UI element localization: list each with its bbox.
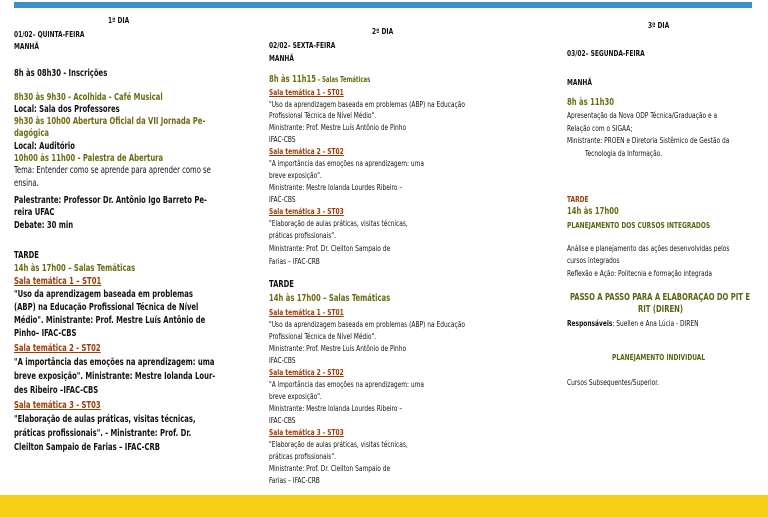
day1-room2-l3: des Ribeiro –IFAC-CBS xyxy=(14,385,99,396)
day2-m-room1: Sala temática 1 - ST01 xyxy=(269,88,344,97)
day1-room1-l1: "Uso da aprendizagem baseada em problemas xyxy=(14,289,193,300)
bottom-accent-bar xyxy=(0,495,768,517)
day1-room3: Sala temática 3 - ST03 xyxy=(14,400,101,411)
day1-welcome-place: Local: Sala dos Professores xyxy=(14,104,120,115)
day2-t-room3-l3: Ministrante: Prof. Dr. Cleilton Sampaio de xyxy=(269,464,391,473)
day2-m-room3-l3: Ministrante: Prof. Dr. Cleilton Sampaio de xyxy=(269,244,391,253)
day1-rooms: 14h às 17h00 – Salas Temáticas xyxy=(14,263,136,274)
day2-afternoon: TARDE xyxy=(269,279,294,290)
day3-afternoon-time: 14h às 17h00 xyxy=(567,206,619,217)
day2-date: 02/02– SEXTA-FEIRA xyxy=(269,41,336,50)
day3-t-l1: Análise e planejamento das ações desenvolvidas pelos xyxy=(567,244,730,253)
day2-morning: MANHÃ xyxy=(269,54,294,63)
top-accent-bar xyxy=(14,2,752,8)
day2-t-room3-l1: "Elaboração de aulas práticas, visitas técnicas, xyxy=(269,440,408,449)
day2-t-room1-l4: IFAC-CBS xyxy=(269,356,296,365)
day2-t-room2-l4: IFAC-CBS xyxy=(269,416,296,425)
day2-t-room3: Sala temática 3 - ST03 xyxy=(269,428,344,437)
day3-responsibles: Responsáveis: Suellen e Ana Lúcia - DIREN xyxy=(567,319,699,328)
day1-speaker: Palestrante: Professor Dr. Antônio Igo Barreto Pe- xyxy=(14,195,207,206)
day1-date: 01/02– QUINTA-FEIRA xyxy=(14,30,85,39)
day2-t-room2: Sala temática 2 - ST02 xyxy=(269,368,344,377)
day2-m-room3-l4: Farias – IFAC-CRB xyxy=(269,257,320,266)
day1-room1-l3: Médio". Ministrante: Prof. Mestre Luís Antônio de xyxy=(14,315,206,326)
day3-morning: MANHÃ xyxy=(567,78,592,87)
day1-welcome: 8h30 às 9h30 - Acolhida - Café Musical xyxy=(14,92,163,103)
day1-theme: Tema: Entender como se aprende para aprender como se xyxy=(14,165,211,176)
day1-room1-l2: (ABP) na Educação Profissional Técnica de Nível xyxy=(14,302,199,313)
day2-t-room2-l1: "A importância das emoções na aprendizagem: uma xyxy=(269,380,425,389)
day2-m-room1-l4: IFAC-CBS xyxy=(269,135,296,144)
day1-room2-l1: "A importância das emoções na aprendizagem: uma xyxy=(14,357,215,368)
day2-morning-rooms: 8h às 11h15 - Salas Temáticas xyxy=(269,74,371,85)
day3-courses: Cursos Subsequentes/Superior. xyxy=(567,378,659,387)
day1-room3-l2: práticas profissionais". - Ministrante: Prof. Dr. xyxy=(14,428,192,439)
day1-debate: Debate: 30 min xyxy=(14,220,74,231)
day3-t-l3: Reflexão e Ação: Politecnia e formação integrada xyxy=(567,269,712,278)
day2-t-room1-l2: Profissional Técnica de Nível Médio". xyxy=(269,332,377,341)
day2-m-room1-l1: "Uso da aprendizagem baseada em problemas (ABP) na Educação xyxy=(269,100,466,109)
day3-individual-title: PLANEJAMENTO INDIVIDUAL xyxy=(612,353,706,362)
day1-opening: 9h30 às 10h00 Abertura Oficial da VII Jornada Pe- xyxy=(14,116,206,127)
day2-m-room1-l2: Profissional Técnica de Nível Médio". xyxy=(269,111,377,120)
day1-afternoon: TARDE xyxy=(14,250,39,261)
day2-t-room3-l2: práticas profissionais". xyxy=(269,452,336,461)
day2-t-room2-l2: breve exposição". xyxy=(269,392,322,401)
day3-integrated-title: PLANEJAMENTO DOS CURSOS INTEGRADOS xyxy=(567,221,711,230)
day2-title: 2º DIA xyxy=(372,27,394,36)
day2-m-room2-l1: "A importância das emoções na aprendizagem: uma xyxy=(269,159,425,168)
day3-m-l1: Apresentação da Nova ODP Técnica/Graduação e a xyxy=(567,111,718,120)
day2-m-room2: Sala temática 2 - ST02 xyxy=(269,147,344,156)
day2-t-room2-l3: Ministrante: Mestre Iolanda Lourdes Ribeiro – xyxy=(269,404,403,413)
day1-opening-cont: dagógica xyxy=(14,128,50,139)
day3-pit-title-cont: RIT (DIREN) xyxy=(638,304,683,315)
day2-m-room2-l4: IFAC-CBS xyxy=(269,195,296,204)
day2-t-room1-l1: "Uso da aprendizagem baseada em problemas (ABP) na Educação xyxy=(269,320,466,329)
day3-afternoon: TARDE xyxy=(567,195,589,204)
day1-lecture: 10h00 às 11h00 - Palestra de Abertura xyxy=(14,153,164,164)
day3-title: 3º DIA xyxy=(648,21,670,30)
day3-pit-title: PASSO A PASSO PARA A ELABORAÇÃO DO PIT E xyxy=(570,292,751,303)
day2-t-room3-l4: Farias – IFAC-CRB xyxy=(269,476,320,485)
day1-theme-cont: ensina. xyxy=(14,178,39,189)
day1-morning: MANHÃ xyxy=(14,42,39,51)
day2-m-room3: Sala temática 3 - ST03 xyxy=(269,207,344,216)
day2-t-room1-l3: Ministrante: Prof. Mestre Luís Antônio de Pinho xyxy=(269,344,407,353)
day1-room1-l4: Pinho– IFAC-CBS xyxy=(14,328,77,339)
day2-m-room2-l2: breve exposição". xyxy=(269,171,322,180)
day3-m-l4: Tecnologia da Informação. xyxy=(585,149,663,158)
day3-morning-time: 8h às 11h30 xyxy=(567,97,614,108)
day2-t-room1: Sala temática 1 - ST01 xyxy=(269,308,344,317)
day1-speaker-cont: reira UFAC xyxy=(14,207,55,218)
day3-m-l3: Ministrante: PROEN e Diretoria Sistêmico de Gestão da xyxy=(567,136,730,145)
day2-m-room2-l3: Ministrante: Mestre Iolanda Lourdes Ribeiro – xyxy=(269,183,403,192)
day2-m-room3-l2: práticas profissionais". xyxy=(269,231,336,240)
day2-m-room1-l3: Ministrante: Prof. Mestre Luís Antônio de Pinho xyxy=(269,123,407,132)
day1-room1: Sala temática 1 – ST01 xyxy=(14,276,102,287)
day1-room3-l1: "Elaboração de aulas práticas, visitas técnicas, xyxy=(14,414,196,425)
day2-m-room3-l1: "Elaboração de aulas práticas, visitas técnicas, xyxy=(269,219,408,228)
day3-t-l2: cursos integrados xyxy=(567,256,620,265)
day1-room2-l2: breve exposição". Ministrante: Mestre Iolanda Lour- xyxy=(14,371,216,382)
day3-m-l2: Relação com o SIGAA; xyxy=(567,124,633,133)
day1-title: 1º DIA xyxy=(108,16,130,25)
day1-opening-place: Local: Auditório xyxy=(14,141,75,152)
day1-room3-l3: Cleilton Sampaio de Farias – IFAC-CRB xyxy=(14,442,160,453)
day1-registration: 8h às 08h30 - Inscrições xyxy=(14,68,108,79)
day1-room2: Sala temática 2 - ST02 xyxy=(14,343,101,354)
day3-date: 03/02– SEGUNDA-FEIRA xyxy=(567,49,645,58)
day2-afternoon-rooms: 14h às 17h00 – Salas Temáticas xyxy=(269,293,391,304)
